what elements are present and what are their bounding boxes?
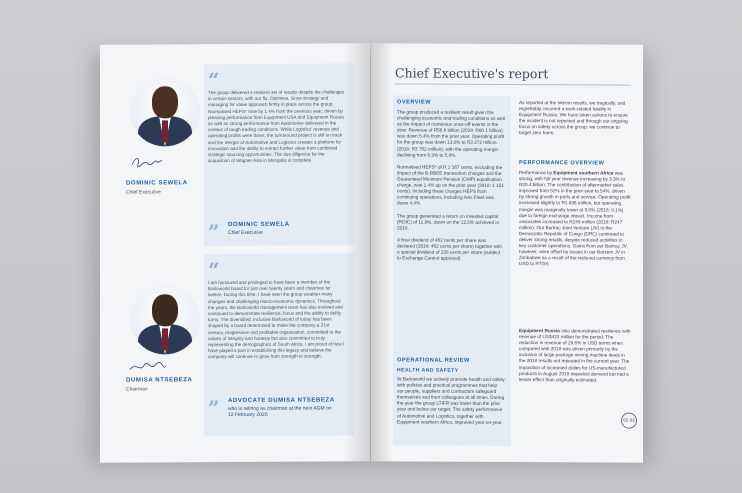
exec2-sign-sub: who is retiring as chairman at the next AGM on 12 February 2020: [228, 405, 332, 419]
exec1-quote: The group delivered a resilient set of results despite the challenges in certain sectors, with our flu, Optimise, Grow strategy and managing for value approach firmly in place across the group. Normalised HEPS* rose by 1.4% from the previous year, driven by pleasing performance from Equipment USA and Equipment Russia as well as strong performance from Automotive delivered in the context of tough trading conditions. While Logistics' revenue and operating profits were down, the turnaround project is still on track and the merger of Automotive and Logistics creates a platform for innovation and the ability to extract further value from combined strategic sourcing opportunities. The due diligence for the acquisition of Wagner Asia in Mongolia is complete.: [208, 89, 345, 164]
exec1-sign-sub: Chief Executive: [228, 229, 263, 237]
russia-text: Equipment Russia also demonstrated resilience with revenue of US$433 million for the period. The reduction in revenue of 28.6% in USD terms when compared with 2018 was driven primarily by the inclusion of large package mining machine deals in the 2018 results not repeated in the current year. The imposition of increased duties for US-manufactured products in August 2018 impacted demand but had a lesser effect than originally estimated.: [519, 328, 631, 383]
exec1-sign-name: DOMINIC SEWELA: [228, 221, 290, 229]
page-title: Chief Executive's report: [395, 65, 549, 82]
performance-heading: PERFORMANCE OVERVIEW: [519, 160, 605, 167]
operational-heading: OPERATIONAL REVIEW: [397, 357, 470, 364]
left-page: [100, 43, 370, 462]
signature-dumisa: [128, 360, 168, 374]
col2-intro: As reported at the interim results, we tragically, and regrettably, incurred a work-related fatality in Equipment Russia. We have taken actions to ensure the incident is not repeated and through our ongoing focus on safety across the group, we continue to target zero harm.: [519, 100, 628, 136]
exec2-sign-name: ADVOCATE DUMISA NTSEBEZA: [228, 397, 335, 405]
quote-open-icon: “: [208, 68, 220, 93]
portrait-dominic-sewela: [130, 76, 200, 146]
exec1-role: Chief Executive: [126, 189, 161, 196]
exec2-quote: I am honoured and privileged to have been a member of the Barloworld board for just over twenty years and chairman for twelve. During this time, I have seen the group weather many changes and challenging macro-economic dynamics. Throughout the years, the Barloworld management team has also evolved and continued to demonstrate resilience, focus and the ability to deftly turns. The diversified, inclusive Barloworld of today has been shaped by a board determined to make the company a 21st century, progressive and profitable organisation, committed to the values of integrity and honesty but also committed to truly representing the demographics of South Africa. I am proud of how I have played a part in establishing this legacy and believe the company will continue to grow from strength to strength.: [208, 279, 345, 360]
page-number: 02 03: [621, 413, 637, 429]
right-page: [371, 43, 643, 462]
overview-text: The group produced a resilient result given the challenging economic and trading conditions as well as the impact of numerous once-off events in the year. Revenue of R56.8 billion (2018: R60.1 billion) was down 5.4% from the prior year. Operating profit for the group was down 13.0% to R3 272 million (2018: R3 762 million), with the operating margin declining from 6.3% to 5.8%. Normalised HEPS* of R 1 167 cents, excluding the impact of the B-BBEE transaction charges and the Guaranteed Minimum Pension (GMP) equalisation charge, was 1.4% up on the prior year (2018: 1 151 cents). Including these charges HEPS from continuing operations, including Avis Fleet was down 4.4%. The group generated a return on invested capital (ROIC) of 11.9%, down on the 12.5% achieved in 2018. A final dividend of 462 cents per share was declared (2018: 462 cents per share) together with a special dividend of 228 cents per share (subject to Exchange Control approval).: [397, 109, 505, 262]
exec1-name: DOMINIC SEWELA: [126, 180, 188, 187]
exec2-name: DUMISA NTSEBEZA: [126, 377, 193, 384]
portrait-dumisa-ntsebeza: [130, 284, 200, 354]
overview-heading: OVERVIEW: [397, 99, 432, 106]
title-rule: [395, 83, 631, 85]
quote-open-icon-2: “: [208, 258, 220, 283]
exec2-role: Chairman: [126, 386, 148, 393]
signature-dominic: [130, 154, 164, 168]
health-text: At Barloworld we actively promote health and safety with policies and practical programmes that help our people, suppliers and contractors safeguard themselves and their colleagues at all times. During the year the group LTIFR was lower than the prior year and below our target. The safety performance of Automotive and Logistics, together with Equipment southern Africa, improved year-on-year.: [397, 376, 505, 425]
performance-text: Performance by Equipment southern Africa was strong, with full year revenue increasing by 3.3% to R20.4 billion. The contribution of aftermarket sales improved from 52% in the prior year to 54%, driven by strong growth in parts and service. Operating profit increased slightly to R1 836 million, but operating margin was marginally lower at 9.0% (2018: 9.1%) due to foreign exchange impact. Income from associates increased to R249 million (2018: R247 million). Our Bartrac Joint Venture (JV) in the Democratic Republic of Congo (DRC) continued to deliver strong results, despite reduced activities in key customer operations. Gains from our Bartrac JV, however, were offset by losses in our Barzem JV in Zimbabwe as a result of the reduced currency from USD to RTGS.: [519, 170, 631, 267]
quote-close-icon: ”: [208, 220, 220, 245]
health-heading: HEALTH AND SAFETY: [397, 367, 459, 374]
quote-close-icon-2: ”: [208, 396, 220, 421]
